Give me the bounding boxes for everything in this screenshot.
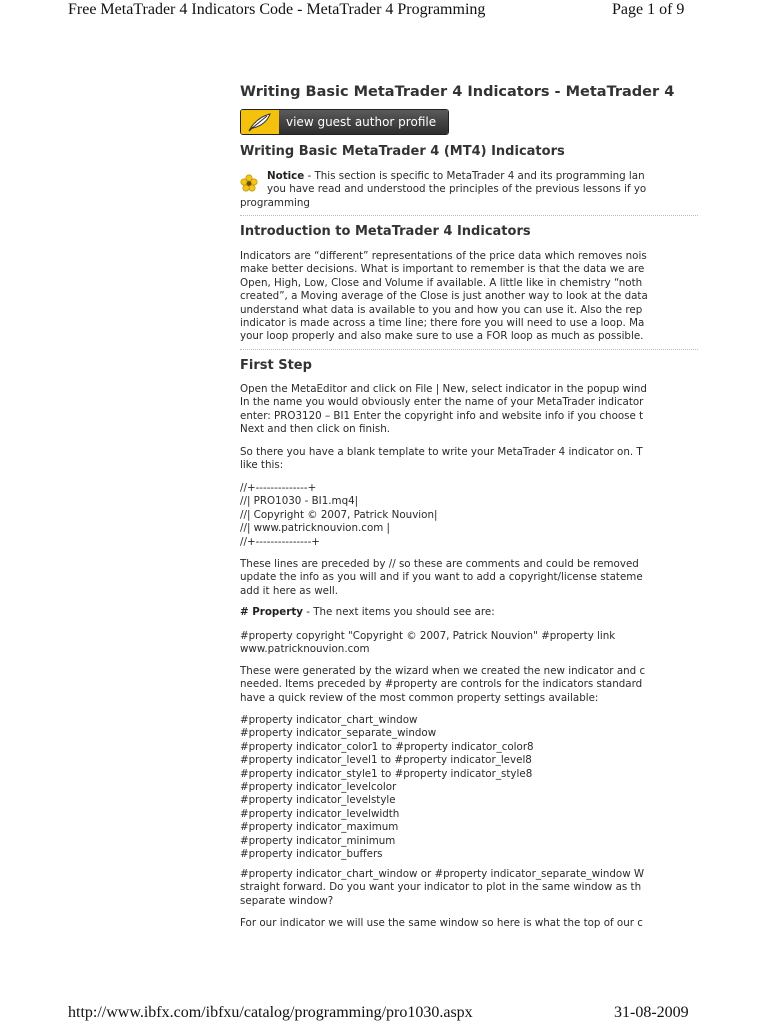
intro-paragraph	[240, 250, 648, 344]
text-line: #property copyright "Copyright © 2007, Patrick Nouvion" #property link	[240, 630, 616, 642]
intro-line: Open, High, Low, Close and Volume if available. A little like in chemistry “noth	[240, 276, 643, 289]
property-list	[240, 714, 534, 861]
first-step-paragraph-1	[240, 383, 647, 437]
notice-line-3: programming	[240, 197, 310, 209]
property-list-item: #property indicator_maximum	[240, 821, 399, 834]
article-content	[240, 80, 698, 940]
text-line: update the info as you will and if you want to add a copyright/license stateme	[240, 571, 643, 584]
property-list-item: #property indicator_separate_window	[240, 727, 437, 740]
section-heading-intro: Introduction to MetaTrader 4 Indicators	[240, 224, 531, 239]
code-line: //| Copyright © 2007, Patrick Nouvion|	[240, 508, 438, 521]
property-list-item: #property indicator_style1 to #property indicator_style8	[240, 767, 533, 780]
notice-label: Notice	[267, 170, 305, 182]
divider	[240, 349, 698, 350]
text-line: www.patricknouvion.com	[240, 643, 370, 656]
text-line: separate window?	[240, 894, 334, 907]
text-line: Next and then click on finish.	[240, 423, 391, 436]
intro-line: Indicators are “different” representations of the price data which removes nois	[240, 250, 647, 262]
article-title: Writing Basic MetaTrader 4 Indicators - MetaTrader 4	[240, 84, 675, 100]
property-list-item: #property indicator_levelwidth	[240, 807, 400, 820]
text-line: #property indicator_chart_window or #property indicator_separate_window W	[240, 868, 645, 880]
intro-line: make better decisions. What is important to remember is that the data we are	[240, 263, 645, 276]
print-footer	[0, 1004, 768, 1024]
intro-line: created”, a Moving average of the Close is just another way to look at the data	[240, 290, 648, 303]
print-footer-url: http://www.ibfx.com/ibfxu/catalog/programming/pro1030.aspx	[68, 1004, 473, 1021]
property-list-item: #property indicator_levelcolor	[240, 781, 397, 794]
property-heading-line	[240, 606, 495, 619]
property-label: Property	[252, 606, 303, 618]
text-line: enter: PRO3120 – BI1 Enter the copyright info and website info if you choose t	[240, 409, 644, 422]
text-line: add it here as well.	[240, 584, 339, 597]
notice-text	[267, 170, 646, 197]
print-header-page-number: Page 1 of 9	[612, 1, 685, 18]
code-line: //| PRO1030 - BI1.mq4|	[240, 495, 359, 508]
property-intro	[240, 606, 495, 619]
text-line: So there you have a blank template to write your MetaTrader 4 indicator on. T	[240, 446, 643, 458]
property-list-item: #property indicator_level1 to #property indicator_level8	[240, 754, 532, 767]
article-subtitle: Writing Basic MetaTrader 4 (MT4) Indicators	[240, 144, 565, 159]
code-line: //+--------------+	[240, 482, 317, 494]
notice-line-1: - This section is specific to MetaTrader 4 and its programming lan	[304, 170, 645, 182]
property-list-item: #property indicator_color1 to #property indicator_color8	[240, 740, 534, 753]
view-author-profile-label: view guest author profile	[279, 110, 448, 134]
text-line: These were generated by the wizard when we created the new indicator and c	[240, 665, 646, 677]
notice-line-2: you have read and understood the principles of the previous lessons if yo	[267, 183, 647, 196]
code-line: //+---------------+	[240, 535, 320, 548]
property-copyright-lines	[240, 630, 615, 657]
view-author-profile-button[interactable]	[240, 109, 449, 135]
first-step-paragraph-2	[240, 446, 643, 473]
property-list-item: #property indicator_levelstyle	[240, 794, 396, 807]
property-list-item: #property indicator_minimum	[240, 834, 396, 847]
print-footer-date: 31-08-2009	[614, 1004, 689, 1021]
text-line: needed. Items preceded by #property are controls for the indicators standard	[240, 678, 643, 691]
property-list-item: #property indicator_chart_window	[240, 714, 418, 726]
property-prefix: #	[240, 606, 253, 618]
first-step-paragraph-6	[240, 917, 643, 930]
quill-icon	[241, 110, 279, 134]
intro-line: indicator is made across a time line; there fore you will need to use a loop. Ma	[240, 317, 645, 330]
first-step-paragraph-5	[240, 868, 644, 908]
print-header	[0, 0, 768, 24]
text-line: For our indicator we will use the same window so here is what the top of our c	[240, 917, 643, 929]
text-line: In the name you would obviously enter the name of your MetaTrader indicator	[240, 396, 644, 409]
divider	[240, 215, 698, 216]
property-list-item: #property indicator_buffers	[240, 848, 383, 861]
flower-icon	[240, 174, 258, 192]
property-suffix: - The next items you should see are:	[302, 606, 495, 618]
text-line: Open the MetaEditor and click on File | New, select indicator in the popup wind	[240, 383, 647, 395]
intro-line: your loop properly and also make sure to use a FOR loop as much as possible.	[240, 330, 644, 343]
text-line: have a quick review of the most common property settings available:	[240, 691, 599, 704]
first-step-paragraph-4	[240, 665, 645, 705]
first-step-paragraph-3	[240, 558, 643, 598]
intro-line: understand what data is available to you and how you can use it. Also the rep	[240, 303, 643, 316]
code-line: //| www.patricknouvion.com |	[240, 522, 391, 535]
print-header-title: Free MetaTrader 4 Indicators Code - MetaTrader 4 Programming	[68, 1, 486, 18]
template-code-block	[240, 482, 437, 549]
text-line: straight forward. Do you want your indicator to plot in the same window as th	[240, 881, 642, 894]
section-heading-first-step: First Step	[240, 358, 312, 373]
text-line: These lines are preceded by // so these are comments and could be removed	[240, 558, 639, 570]
text-line: like this:	[240, 459, 284, 472]
